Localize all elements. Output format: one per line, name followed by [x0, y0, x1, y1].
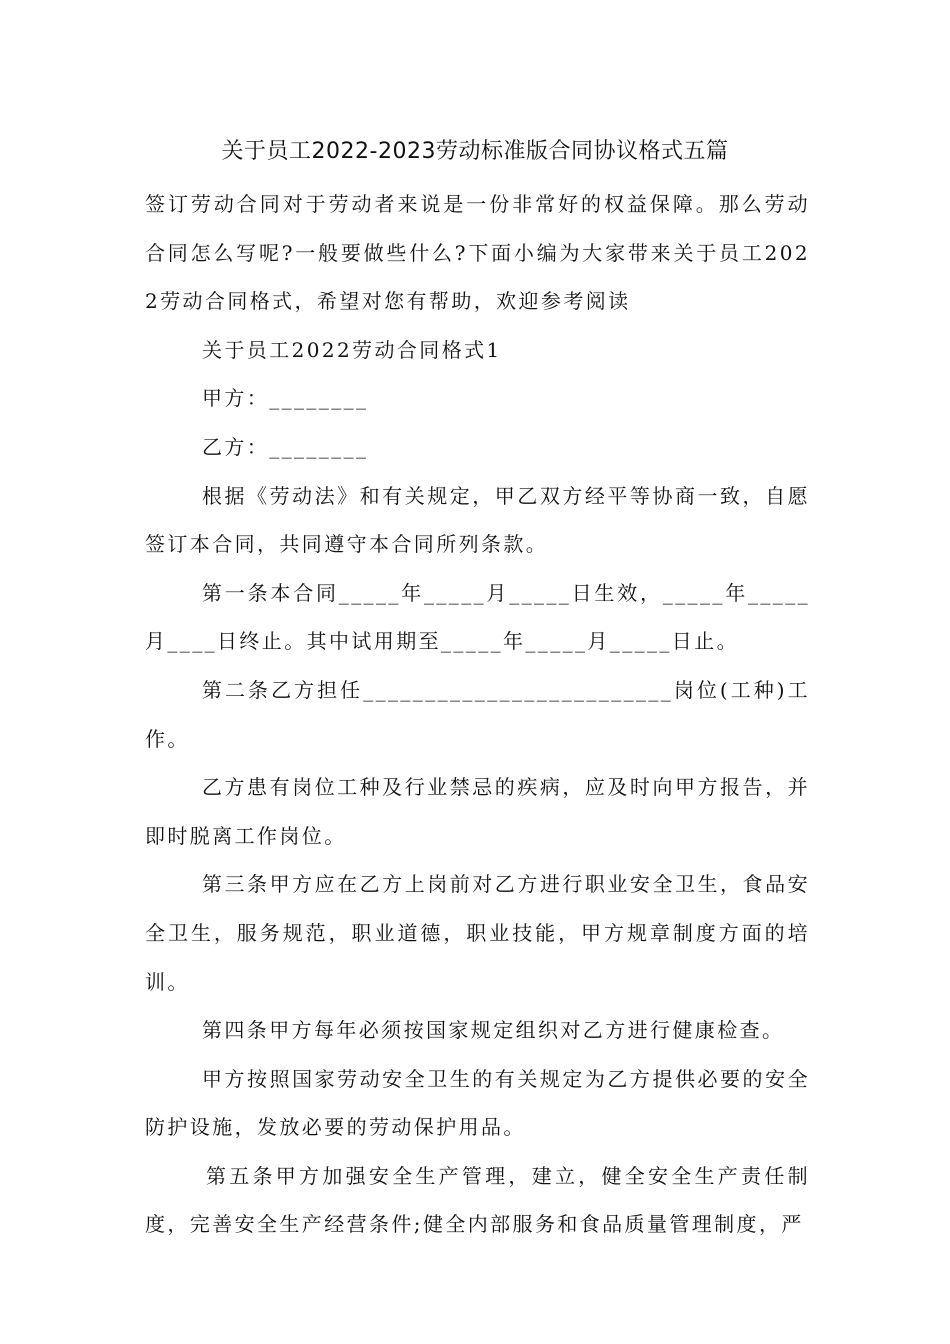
document-body	[145, 180, 810, 1249]
article-1-paragraph: 第一条本合同_____年_____月_____日生效，_____年_____月____日终止。其中试用期至_____年_____月_____日止。	[145, 580, 810, 654]
article-4-paragraph: 第四条甲方每年必须按国家规定组织对乙方进行健康检查。	[202, 1018, 785, 1043]
article-2-note-paragraph: 乙方患有岗位工种及行业禁忌的疾病，应及时向甲方报告，并即时脱离工作岗位。	[145, 775, 810, 848]
article-2-paragraph: 第二条乙方担任_________________________岗位(工种)工作。	[145, 677, 810, 751]
article-4-note-paragraph: 甲方按照国家劳动安全卫生的有关规定为乙方提供必要的安全防护设施，发放必要的劳动保护用品。	[145, 1066, 810, 1140]
article-5-paragraph: 第五条甲方加强安全生产管理，建立，健全安全生产责任制度，完善安全生产经营条件;健全内部服务和食品质量管理制度，严	[145, 1163, 810, 1237]
party-a-line: 甲方：________	[202, 386, 369, 411]
document-title: 关于员工2022-2023劳动标准版合同协议格式五篇	[221, 139, 729, 164]
party-b-line: 乙方：________	[202, 434, 369, 459]
intro-paragraph: 签订劳动合同对于劳动者来说是一份非常好的权益保障。那么劳动合同怎么写呢?一般要做些什么?下面小编为大家带来关于员工2022劳动合同格式，希望对您有帮助，欢迎参考阅读	[145, 192, 810, 314]
article-3-paragraph: 第三条甲方应在乙方上岗前对乙方进行职业安全卫生，食品安全卫生，服务规范，职业道德，职业技能，甲方规章制度方面的培训。	[145, 872, 810, 994]
section-heading: 关于员工2022劳动合同格式1	[202, 337, 502, 362]
preamble-paragraph: 根据《劳动法》和有关规定，甲乙双方经平等协商一致，自愿签订本合同，共同遵守本合同所列条款。	[145, 483, 810, 557]
